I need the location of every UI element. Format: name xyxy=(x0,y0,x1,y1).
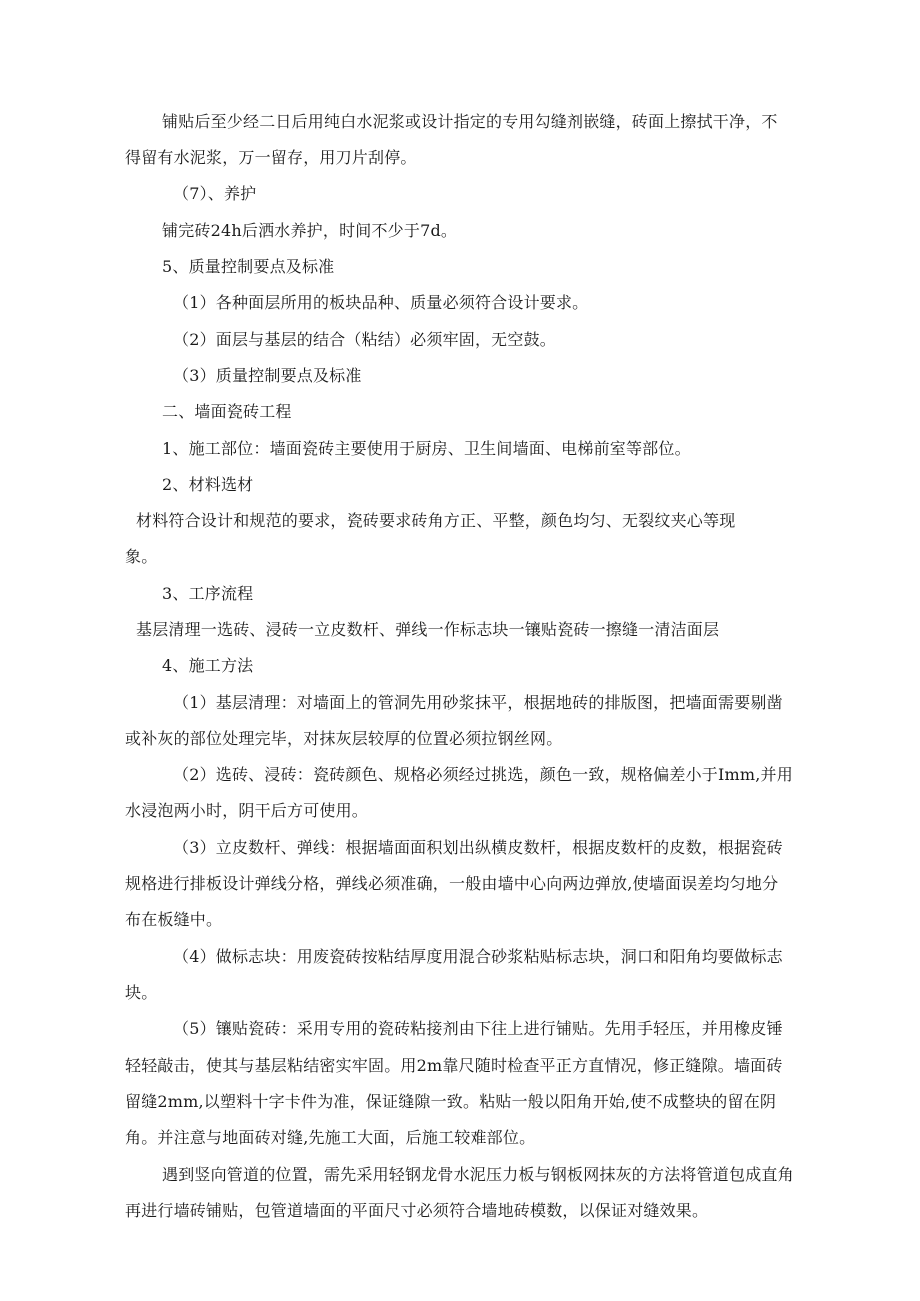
text-line: 遇到竖向管道的位置，需先采用轻钢龙骨水泥压力板与钢板网抹灰的方法将管道包成直角 xyxy=(162,1165,794,1184)
text-line: （1）各种面层所用的板块品种、质量必须符合设计要求。 xyxy=(173,293,589,312)
text-line: 材料符合设计和规范的要求，瓷砖要求砖角方正、平整，颜色均匀、无裂纹夹心等现 xyxy=(136,511,736,530)
text-line: 规格进行排板设计弹线分格，弹线必须准确，一般由墙中心向两边弹放,使墙面误差均匀地分 xyxy=(125,874,779,893)
text-line: 1、施工部位：墙面瓷砖主要使用于厨房、卫生间墙面、电梯前室等部位。 xyxy=(162,439,691,458)
text-line: 轻轻敲击，使其与基层粘结密实牢固。用2m靠尺随时检查平正方直情况，修正缝隙。墙面砖 xyxy=(125,1056,783,1075)
text-line: （1）基层清理：对墙面上的管洞先用砂浆抹平，根据地砖的排版图，把墙面需要剔凿 xyxy=(173,693,783,712)
text-line: 水浸泡两小时，阴干后方可使用。 xyxy=(125,801,369,820)
text-line: （3）立皮数杆、弹线：根据墙面面积划出纵横皮数杆，根据皮数杆的皮数，根据瓷砖 xyxy=(173,838,783,857)
text-line: 留缝2mm,以塑料十字卡件为准，保证缝隙一致。粘贴一般以阳角开始,使不成整块的留在阴 xyxy=(125,1092,777,1111)
text-line: 块。 xyxy=(125,983,158,1002)
text-line: （5）镶贴瓷砖：采用专用的瓷砖粘接剂由下往上进行铺贴。先用手轻压，并用橡皮锤 xyxy=(173,1019,783,1038)
text-line: 二、墙面瓷砖工程 xyxy=(162,402,292,421)
text-line: （7）、养护 xyxy=(173,184,257,203)
text-line: 布在板缝中。 xyxy=(125,910,223,929)
text-line: 得留有水泥浆，万一留存，用刀片刮停。 xyxy=(125,148,417,167)
text-line: 铺贴后至少经二日后用纯白水泥浆或设计指定的专用勾缝剂嵌缝，砖面上擦拭干净，不 xyxy=(162,112,778,131)
text-line: （3）质量控制要点及标准 xyxy=(173,366,362,385)
text-line: 铺完砖24h后洒水养护，时间不少于7d。 xyxy=(162,221,458,240)
text-line: （4）做标志块：用废瓷砖按粘结厚度用混合砂浆粘贴标志块，洞口和阳角均要做标志 xyxy=(173,947,783,966)
text-line: （2）选砖、浸砖：瓷砖颜色、规格必须经过挑选，颜色一致，规格偏差小于Imm,并用 xyxy=(173,765,793,784)
text-line: 5、质量控制要点及标准 xyxy=(162,257,335,276)
text-line: 4、施工方法 xyxy=(162,656,254,675)
text-line: 再进行墙砖铺贴，包管道墙面的平面尺寸必须符合墙地砖模数，以保证对缝效果。 xyxy=(125,1201,709,1220)
text-line: 或补灰的部位处理完毕，对抹灰层较厚的位置必须拉钢丝网。 xyxy=(125,729,563,748)
text-line: 象。 xyxy=(125,547,158,566)
text-line: 3、工序流程 xyxy=(162,584,254,603)
text-line: 2、材料选材 xyxy=(162,475,254,494)
text-line: 角。并注意与地面砖对缝,先施工大面，后施工较难部位。 xyxy=(125,1128,536,1147)
text-line: 基层清理一选砖、浸砖一立皮数杆、弹线一作标志块一镶贴瓷砖一擦缝一清洁面层 xyxy=(136,620,720,639)
text-line: （2）面层与基层的结合（粘结）必须牢固，无空鼓。 xyxy=(173,330,556,349)
